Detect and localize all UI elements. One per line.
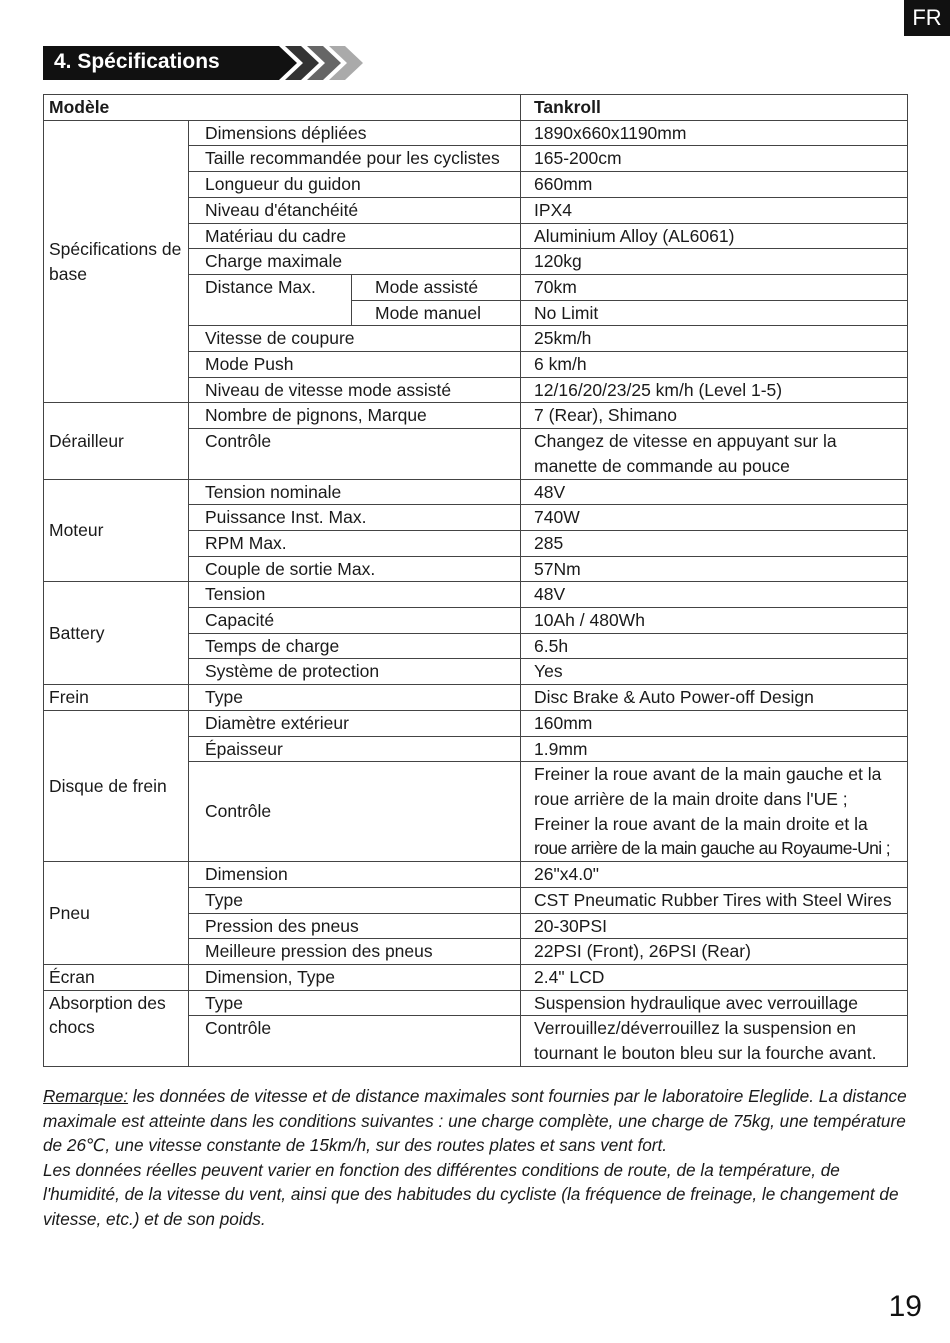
language-label: FR <box>912 5 942 30</box>
feature-value: 660mm <box>521 172 908 198</box>
table-row <box>44 479 908 505</box>
language-tab <box>904 0 950 36</box>
feature-label: Nombre de pignons, Marque <box>189 403 521 429</box>
feature-label: Tension nominale <box>189 479 521 505</box>
feature-value: 6.5h <box>521 633 908 659</box>
feature-label: Matériau du cadre <box>189 223 521 249</box>
category-base: Spécifications de base <box>44 120 189 403</box>
table-row <box>44 120 908 146</box>
feature-value-multiline <box>521 762 908 862</box>
feature-label: Niveau de vitesse mode assisté <box>189 377 521 403</box>
feature-value: No Limit <box>521 300 908 326</box>
feature-label: Niveau d'étanchéité <box>189 197 521 223</box>
feature-label: Type <box>189 685 521 711</box>
feature-value: Disc Brake & Auto Power-off Design <box>521 685 908 711</box>
model-label: Modèle <box>44 95 521 121</box>
feature-value: CST Pneumatic Rubber Tires with Steel Wires <box>521 887 908 913</box>
feature-value: 285 <box>521 530 908 556</box>
section-title: 4. Spécifications <box>54 50 220 73</box>
feature-label: Dimension <box>189 862 521 888</box>
feature-value: 1890x660x1190mm <box>521 120 908 146</box>
category-motor: Moteur <box>44 479 189 582</box>
page-number: 19 <box>888 1290 922 1323</box>
feature-value: 1.9mm <box>521 736 908 762</box>
feature-label: Contrôle <box>189 1016 521 1066</box>
table-row <box>44 964 908 990</box>
remark-text-1: les données de vitesse et de distance maximales sont fournies par le laboratoire Eleglide. La distance maximale est atteinte dans les conditions suivantes : une charge complète, une charge de 75kg, une température de 26℃, une vitesse constante de 15km/h, sur des routes plates et sans vent fort. <box>43 1086 907 1156</box>
feature-label: RPM Max. <box>189 530 521 556</box>
feature-value: Yes <box>521 659 908 685</box>
value-line: roue arrière de la main gauche au Royaume-Uni ; <box>534 838 891 859</box>
feature-label: Type <box>189 887 521 913</box>
category-tire: Pneu <box>44 862 189 965</box>
category-disc-brake: Disque de frein <box>44 710 189 861</box>
feature-value: 10Ah / 480Wh <box>521 608 908 634</box>
feature-value: 25km/h <box>521 326 908 352</box>
category-brake: Frein <box>44 685 189 711</box>
feature-label: Dimension, Type <box>189 964 521 990</box>
feature-value: 12/16/20/23/25 km/h (Level 1-5) <box>521 377 908 403</box>
feature-label: Contrôle <box>189 429 521 479</box>
table-row <box>44 990 908 1016</box>
table-row <box>44 582 908 608</box>
feature-label: Capacité <box>189 608 521 634</box>
feature-value: 6 km/h <box>521 352 908 378</box>
value-line: Freiner la roue avant de la main gauche et la <box>534 764 882 785</box>
remark-paragraph-2: Les données réelles peuvent varier en fonction des différentes conditions de route, de la température, de l'humidité, de la vitesse du vent, ainsi que des habitudes du cycliste (la fréquence de freinage, le changement de vitesse, etc.) et de son poids. <box>43 1159 899 1229</box>
feature-label: Système de protection <box>189 659 521 685</box>
section-header <box>43 46 363 80</box>
spec-table <box>43 94 908 1067</box>
feature-label: Tension <box>189 582 521 608</box>
table-row <box>44 685 908 711</box>
model-value: Tankroll <box>521 95 908 121</box>
table-header-row <box>44 95 908 121</box>
feature-value: 165-200cm <box>521 146 908 172</box>
feature-label: Charge maximale <box>189 249 521 275</box>
table-row <box>44 710 908 736</box>
category-battery: Battery <box>44 582 189 685</box>
feature-label: Longueur du guidon <box>189 172 521 198</box>
feature-label: Épaisseur <box>189 736 521 762</box>
value-line: roue arrière de la main droite dans l'UE ; <box>534 788 848 809</box>
category-shock: Absorption des chocs <box>44 990 189 1066</box>
remark-note <box>43 1084 909 1232</box>
feature-value: Suspension hydraulique avec verrouillage <box>521 990 908 1016</box>
feature-label: Taille recommandée pour les cyclistes <box>189 146 521 172</box>
feature-label: Puissance Inst. Max. <box>189 505 521 531</box>
feature-label: Meilleure pression des pneus <box>189 939 521 965</box>
feature-value: 48V <box>521 479 908 505</box>
feature-label: Pression des pneus <box>189 913 521 939</box>
category-derailleur: Dérailleur <box>44 403 189 479</box>
feature-value: IPX4 <box>521 197 908 223</box>
feature-value: 48V <box>521 582 908 608</box>
feature-value: 120kg <box>521 249 908 275</box>
feature-label: Contrôle <box>189 762 521 862</box>
feature-value: Aluminium Alloy (AL6061) <box>521 223 908 249</box>
table-row <box>44 862 908 888</box>
feature-label: Dimensions dépliées <box>189 120 521 146</box>
feature-value: 7 (Rear), Shimano <box>521 403 908 429</box>
remark-paragraph-1 <box>43 1084 909 1158</box>
value-line: Freiner la roue avant de la main droite et la <box>534 813 868 834</box>
feature-value: 2.4" LCD <box>521 964 908 990</box>
remark-label: Remarque: <box>43 1086 129 1106</box>
feature-value: Verrouillez/déverrouillez la suspension en tournant le bouton bleu sur la fourche avant. <box>521 1016 908 1066</box>
feature-label: Couple de sortie Max. <box>189 556 521 582</box>
feature-label: Mode Push <box>189 352 521 378</box>
feature-value: Changez de vitesse en appuyant sur la manette de commande au pouce <box>521 429 908 479</box>
feature-label-distance: Distance Max. <box>189 274 352 325</box>
feature-value: 740W <box>521 505 908 531</box>
feature-label: Diamètre extérieur <box>189 710 521 736</box>
feature-value: 26"x4.0" <box>521 862 908 888</box>
feature-label: Temps de charge <box>189 633 521 659</box>
feature-value: 160mm <box>521 710 908 736</box>
feature-value: 70km <box>521 274 908 300</box>
feature-value: 57Nm <box>521 556 908 582</box>
subfeature-manual: Mode manuel <box>352 300 521 326</box>
table-row <box>44 403 908 429</box>
feature-label: Type <box>189 990 521 1016</box>
feature-label: Vitesse de coupure <box>189 326 521 352</box>
subfeature-assisted: Mode assisté <box>352 274 521 300</box>
feature-value: 20-30PSI <box>521 913 908 939</box>
feature-value: 22PSI (Front), 26PSI (Rear) <box>521 939 908 965</box>
category-screen: Écran <box>44 964 189 990</box>
